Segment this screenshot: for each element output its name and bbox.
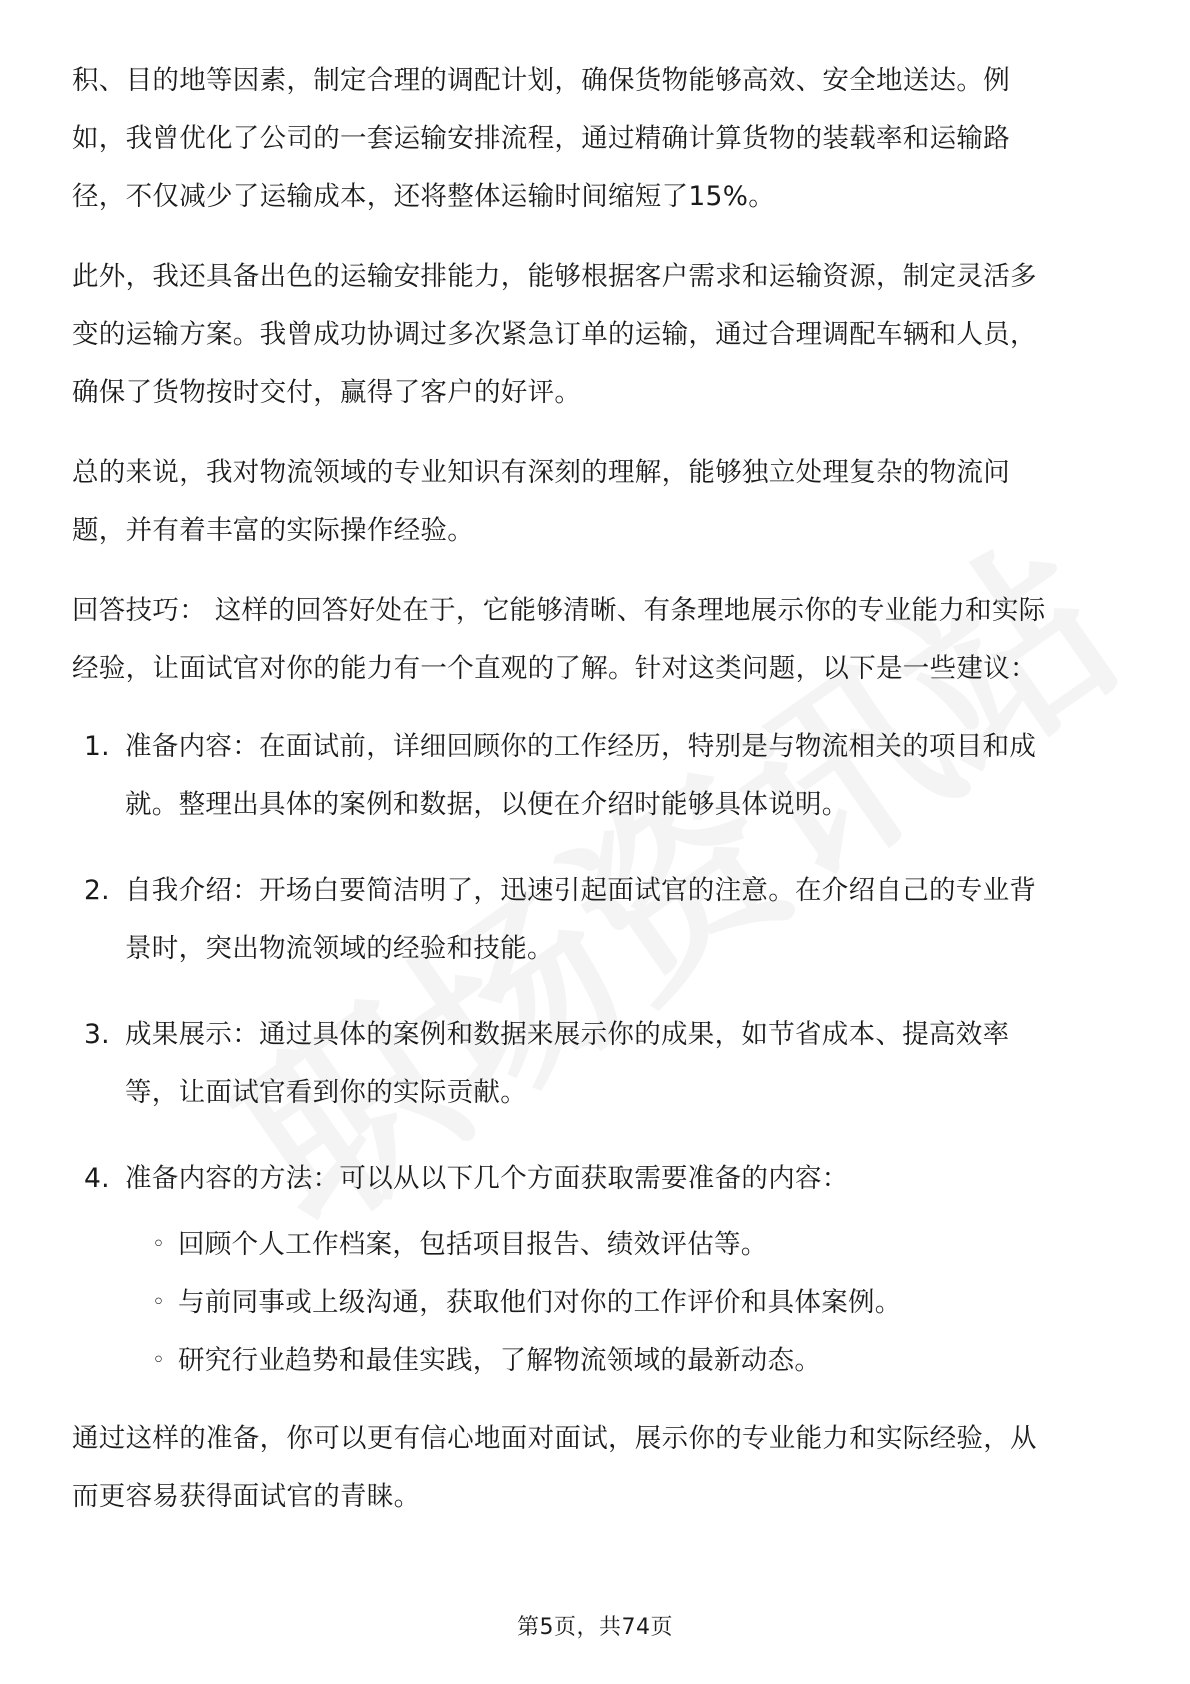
text-line: 景时，突出物流领域的经验和技能。 xyxy=(125,933,554,964)
text-line: 积、目的地等因素，制定合理的调配计划，确保货物能够高效、安全地送达。例 xyxy=(72,65,1010,96)
text-line: 经验，让面试官对你的能力有一个直观的了解。针对这类问题，以下是一些建议： xyxy=(72,653,1037,684)
text-line: 成果展示：通过具体的案例和数据来展示你的成果，如节省成本、提高效率 xyxy=(125,1019,1010,1050)
text-line: 如，我曾优化了公司的一套运输安排流程，通过精确计算货物的装载率和运输路 xyxy=(72,123,1010,154)
preparation-sources-list xyxy=(72,1216,1118,1390)
list-item xyxy=(72,718,1118,834)
sub-list-item xyxy=(152,1216,1118,1274)
list-number: 3. xyxy=(84,1019,110,1050)
text-line: 总的来说，我对物流领域的专业知识有深刻的理解，能够独立处理复杂的物流问 xyxy=(72,457,1010,488)
list-item xyxy=(72,862,1118,978)
sub-list-text: 回顾个人工作档案，包括项目报告、绩效评估等。 xyxy=(178,1229,768,1260)
list-item xyxy=(72,1150,1118,1208)
sub-list-text: 与前同事或上级沟通，获取他们对你的工作评价和具体案例。 xyxy=(178,1287,902,1318)
sub-list-text: 研究行业趋势和最佳实践，了解物流领域的最新动态。 xyxy=(178,1345,822,1376)
suggestion-list xyxy=(72,718,1118,1208)
list-item xyxy=(72,1006,1118,1122)
bullet-icon: ◦ xyxy=(152,1290,166,1315)
text-line: 确保了货物按时交付，赢得了客户的好评。 xyxy=(72,377,582,408)
text-line: 变的运输方案。我曾成功协调过多次紧急订单的运输，通过合理调配车辆和人员， xyxy=(72,319,1037,350)
sub-list-item xyxy=(152,1274,1118,1332)
paragraph-closing xyxy=(72,1410,1118,1526)
list-number: 4. xyxy=(84,1163,110,1194)
paragraph-summary xyxy=(72,444,1118,560)
text-line: 等，让面试官看到你的实际贡献。 xyxy=(125,1077,527,1108)
list-number: 2. xyxy=(84,875,110,906)
text-line: 自我介绍：开场白要简洁明了，迅速引起面试官的注意。在介绍自己的专业背 xyxy=(125,875,1037,906)
bullet-icon: ◦ xyxy=(152,1232,166,1257)
paragraph-logistics-planning xyxy=(72,52,1118,226)
page-number-footer: 第5页，共74页 xyxy=(517,1615,673,1640)
sub-list-item xyxy=(152,1332,1118,1390)
text-line: 准备内容的方法：可以从以下几个方面获取需要准备的内容： xyxy=(125,1163,849,1194)
document-page xyxy=(72,52,1118,1548)
text-line: 题，并有着丰富的实际操作经验。 xyxy=(72,515,474,546)
text-line: 径，不仅减少了运输成本，还将整体运输时间缩短了15%。 xyxy=(72,181,775,212)
paragraph-answer-tips xyxy=(72,582,1118,698)
text-line: 而更容易获得面试官的青睐。 xyxy=(72,1481,421,1512)
text-line: 通过这样的准备，你可以更有信心地面对面试，展示你的专业能力和实际经验，从 xyxy=(72,1423,1037,1454)
text-line: 就。整理出具体的案例和数据，以便在介绍时能够具体说明。 xyxy=(125,789,849,820)
list-number: 1. xyxy=(84,731,110,762)
text-line: 此外，我还具备出色的运输安排能力，能够根据客户需求和运输资源，制定灵活多 xyxy=(72,261,1037,292)
paragraph-transport-arrangement xyxy=(72,248,1118,422)
bullet-icon: ◦ xyxy=(152,1348,166,1373)
text-line: 准备内容：在面试前，详细回顾你的工作经历，特别是与物流相关的项目和成 xyxy=(125,731,1037,762)
text-line: 回答技巧： 这样的回答好处在于，它能够清晰、有条理地展示你的专业能力和实际 xyxy=(72,595,1046,626)
